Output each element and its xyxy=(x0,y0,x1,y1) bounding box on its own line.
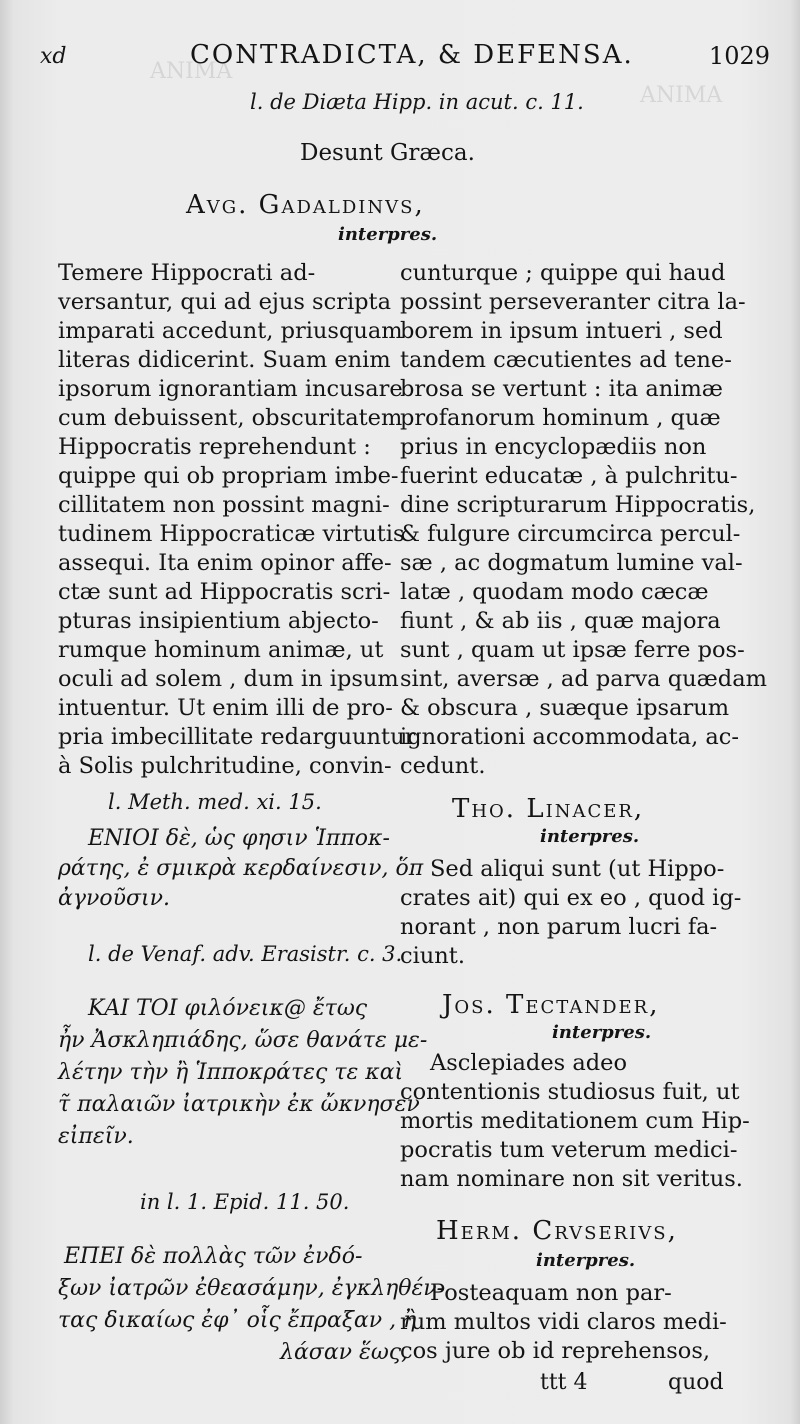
text-line: norant , non parum lucri fa- xyxy=(400,914,718,940)
text-line: cos jure ob id reprehensos, xyxy=(400,1338,711,1364)
running-title: CONTRADICTA, & DEFENSA. xyxy=(190,40,634,70)
text-line: Hippocratis reprehendunt : xyxy=(58,434,371,460)
text-line: ignorationi accommodata, ac- xyxy=(400,724,740,750)
greek-line: λέτην τὴν ἢ Ἱπποκράτες τε καὶ xyxy=(58,1060,404,1085)
bleed-through-text: ANIMA xyxy=(640,83,723,108)
text-line: cum debuissent, obscuritatem xyxy=(58,405,403,431)
text-line: Temere Hippocrati ad- xyxy=(58,260,316,286)
translator-role: interpres. xyxy=(552,1022,652,1043)
folio-mark: xd xyxy=(40,44,67,69)
text-line: ctæ sunt ad Hippocratis scri- xyxy=(58,579,391,605)
source-reference: l. Meth. med. xi. 15. xyxy=(108,790,322,814)
source-reference: l. de Diæta Hipp. in acut. c. 11. xyxy=(250,90,584,114)
text-line: mortis meditationem cum Hip- xyxy=(400,1108,750,1134)
translator-heading: Avg. Gadaldinvs, xyxy=(186,190,425,220)
greek-line: λάσαν ἕως, xyxy=(280,1340,409,1365)
translator-heading: Herm. Crvserivs, xyxy=(436,1216,678,1246)
text-line: ciunt. xyxy=(400,943,465,969)
text-line: fiunt , & ab iis , quæ majora xyxy=(400,608,721,634)
text-line: crates ait) qui ex eo , quod ig- xyxy=(400,885,742,911)
translator-role: interpres. xyxy=(338,224,438,245)
text-line: prius in encyclopædiis non xyxy=(400,434,707,460)
text-line: Posteaquam non par- xyxy=(430,1280,672,1306)
bleed-through-text: ANIMA xyxy=(150,59,233,84)
text-line: dine scripturarum Hippocratis, xyxy=(400,492,756,518)
text-line: pocratis tum veterum medici- xyxy=(400,1137,738,1163)
text-line: tudinem Hippocraticæ virtutis xyxy=(58,521,405,547)
text-line: brosa se vertunt : ita animæ xyxy=(400,376,723,402)
text-line: cillitatem non possint magni- xyxy=(58,492,390,518)
text-line: profanorum hominum , quæ xyxy=(400,405,721,431)
text-line: tandem cæcutientes ad tene- xyxy=(400,347,732,373)
greek-line: ἀγνοῦσιν. xyxy=(58,886,171,911)
text-line: versantur, qui ad ejus scripta xyxy=(58,289,392,315)
text-line: à Solis pulchritudine, convin- xyxy=(58,753,392,779)
greek-line: τ̃ παλαιῶν ἰατρικὴν ἐκ ὤκνησεν xyxy=(58,1092,420,1117)
greek-line: ξων ἰατρῶν ἐθεασάμην, ἐγκληθέν- xyxy=(58,1276,445,1301)
translator-role: interpres. xyxy=(540,826,640,847)
text-line: fuerint educatæ , à pulchritu- xyxy=(400,463,738,489)
desunt-note: Desunt Græca. xyxy=(300,140,475,166)
text-line: imparati accedunt, priusquam xyxy=(58,318,403,344)
translator-role: interpres. xyxy=(536,1250,636,1271)
text-line: nam nominare non sit veritus. xyxy=(400,1166,743,1192)
greek-line: εἰπεῖν. xyxy=(58,1124,134,1149)
text-line: Asclepiades adeo xyxy=(430,1050,628,1076)
text-line: possint perseveranter citra la- xyxy=(400,289,746,315)
text-line: contentionis studiosus fuit, ut xyxy=(400,1079,740,1105)
text-line: sint, aversæ , ad parva quædam xyxy=(400,666,767,692)
greek-line: τας δικαίως ἐφ᾽ οἷς ἔπραξαν , ἢ xyxy=(58,1308,417,1333)
text-line: cedunt. xyxy=(400,753,486,779)
text-line: sæ , ac dogmatum lumine val- xyxy=(400,550,743,576)
source-reference: l. de Venaf. adv. Erasistr. c. 3. xyxy=(88,942,403,966)
text-line: cunturque ; quippe qui haud xyxy=(400,260,726,286)
text-line: rum multos vidi claros medi- xyxy=(400,1309,727,1335)
text-line: latæ , quodam modo cæcæ xyxy=(400,579,709,605)
running-header xyxy=(40,38,770,78)
text-line: & obscura , suæque ipsarum xyxy=(400,695,730,721)
text-line: intuentur. Ut enim illi de pro- xyxy=(58,695,393,721)
text-line: & fulgure circumcirca percul- xyxy=(400,521,741,547)
text-line: borem in ipsum intueri , sed xyxy=(400,318,723,344)
translator-heading: Tho. Linacer, xyxy=(452,794,645,824)
greek-line: ράτης, ἐ σμικρὰ κερδαίνεσιν, ὅπ xyxy=(58,856,424,881)
text-line: pturas insipientium abjecto- xyxy=(58,608,379,634)
greek-line: ἦν Ἀσκληπιάδης, ὥσε θανάτε με- xyxy=(58,1028,428,1053)
translator-heading: Jos. Tectander, xyxy=(442,990,660,1020)
text-line: quippe qui ob propriam imbe- xyxy=(58,463,399,489)
text-line: assequi. Ita enim opinor affe- xyxy=(58,550,392,576)
text-line: Sed aliqui sunt (ut Hippo- xyxy=(430,856,725,882)
source-reference: in l. 1. Epid. 11. 50. xyxy=(140,1190,350,1214)
text-line: rumque hominum animæ, ut xyxy=(58,637,384,663)
text-line: sunt , quam ut ipsæ ferre pos- xyxy=(400,637,745,663)
text-line: oculi ad solem , dum in ipsum xyxy=(58,666,399,692)
greek-line: ΕΝΙΟΙ δὲ, ὡς φησιν Ἱπποκ- xyxy=(88,826,390,851)
catchword: quod xyxy=(668,1370,724,1395)
text-line: ipsorum ignorantiam incusare xyxy=(58,376,403,402)
text-line: pria imbecillitate redarguuntur xyxy=(58,724,416,750)
signature-mark: ttt 4 xyxy=(540,1370,588,1395)
page-number: 1029 xyxy=(708,42,770,70)
text-line: literas didicerint. Suam enim xyxy=(58,347,391,373)
greek-line: ΕΠΕΙ δὲ πολλὰς τῶν ἐνδό- xyxy=(64,1244,363,1269)
greek-line: ΚΑΙ ΤΟΙ φιλόνεικ@ ἔτως xyxy=(88,996,368,1021)
